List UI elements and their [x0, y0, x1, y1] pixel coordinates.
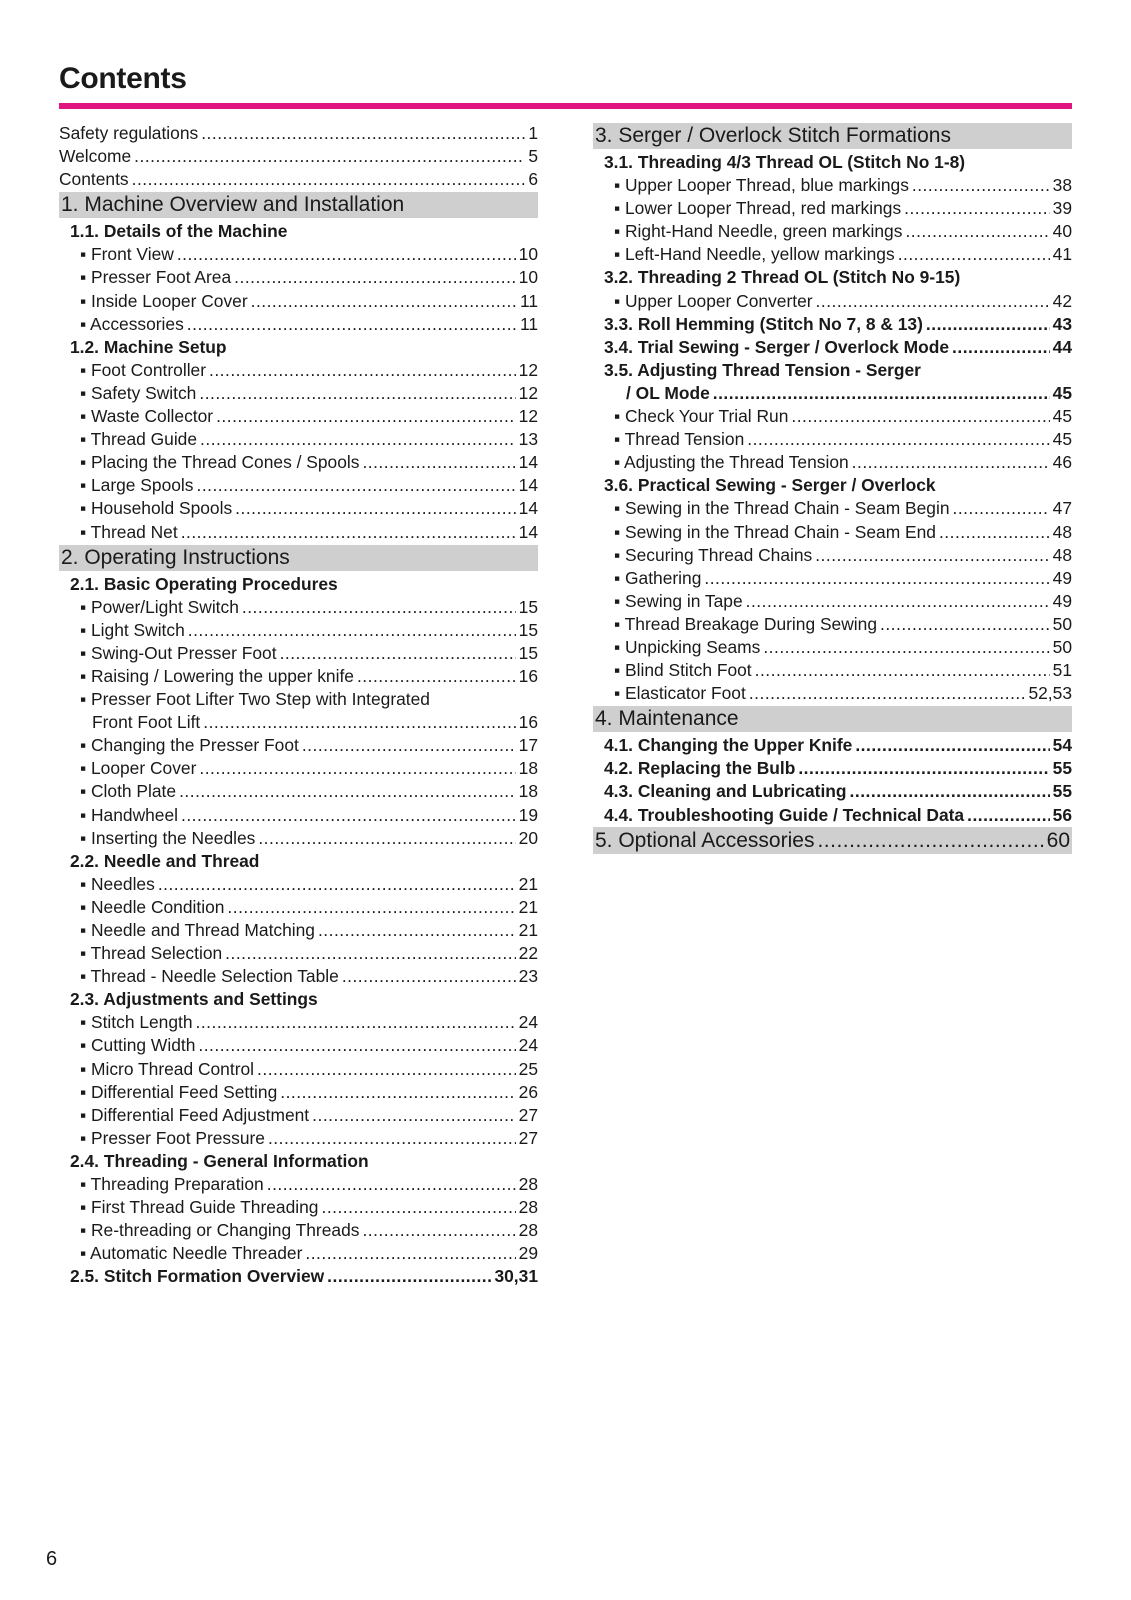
toc-entry-label: 4. Maintenance [595, 707, 739, 731]
dot-leader [815, 544, 1049, 567]
toc-entry-label: ▪ Safety Switch [80, 382, 197, 403]
toc-entry-label: ▪ Foot Controller [80, 359, 207, 380]
toc-entry-label: ▪ First Thread Guide Threading [80, 1197, 319, 1218]
toc-page-number: 14 [518, 521, 538, 542]
toc-entry[interactable] [593, 613, 1072, 636]
toc-entry[interactable] [59, 428, 538, 451]
toc-page-number: 40 [1052, 221, 1072, 242]
toc-entry-label: 2.1. Basic Operating Procedures [70, 573, 338, 594]
toc-page-number: 16 [518, 665, 538, 686]
toc-entry[interactable] [59, 1058, 538, 1081]
dot-leader [280, 642, 516, 665]
toc-entry[interactable] [59, 965, 538, 988]
dot-leader [904, 197, 1050, 220]
toc-page-number: 24 [518, 1012, 538, 1033]
toc-entry-label: 5. Optional Accessories [595, 828, 815, 852]
toc-page-number: 52,53 [1028, 683, 1072, 704]
toc-subsection[interactable] [593, 336, 1072, 359]
toc-subsection[interactable] [593, 780, 1072, 803]
dot-leader [203, 711, 515, 734]
toc-entry-label: ▪ Upper Looper Converter [614, 290, 813, 311]
toc-page-number: 14 [518, 498, 538, 519]
toc-subsection[interactable] [59, 336, 538, 359]
toc-page-number: 10 [518, 267, 538, 288]
toc-entry-label: ▪ Needles [80, 873, 155, 894]
toc-page-number: 24 [518, 1035, 538, 1056]
toc-entry-label: 1.1. Details of the Machine [70, 221, 288, 242]
toc-subsection[interactable] [593, 474, 1072, 497]
toc-page-number: 16 [518, 712, 538, 733]
toc-subsection[interactable] [59, 220, 538, 243]
toc-entry-label: 4.4. Troubleshooting Guide / Technical Data [604, 804, 965, 825]
toc-page-number: 41 [1052, 244, 1072, 265]
toc-entry-label: ▪ Inside Looper Cover [80, 290, 248, 311]
toc-entry-label: ▪ Sewing in the Thread Chain - Seam End [614, 521, 936, 542]
toc-left-column [59, 122, 538, 1289]
toc-entry[interactable] [59, 688, 538, 711]
dot-leader [926, 313, 1050, 336]
toc-page-number: 17 [518, 735, 538, 756]
dot-leader [267, 1173, 516, 1196]
toc-entry[interactable] [59, 711, 538, 734]
toc-entry-label: ▪ Household Spools [80, 498, 233, 519]
dot-leader [755, 659, 1050, 682]
dot-leader [362, 1219, 515, 1242]
toc-entry-label: ▪ Thread Breakage During Sewing [614, 613, 877, 634]
toc-section-heading[interactable] [593, 706, 1072, 732]
dot-leader [791, 405, 1049, 428]
toc-entry-label: 2.5. Stitch Formation Overview [70, 1266, 325, 1287]
toc-entry-label: 1.2. Machine Setup [70, 336, 227, 357]
toc-entry[interactable] [59, 1104, 538, 1127]
toc-entry-label: Safety regulations [59, 123, 199, 143]
toc-page-number: 18 [518, 781, 538, 802]
toc-entry[interactable] [59, 665, 538, 688]
dot-leader [939, 521, 1050, 544]
toc-page-number: 55 [1052, 758, 1072, 779]
toc-entry-label: 3.4. Trial Sewing - Serger / Overlock Mode [604, 336, 950, 357]
toc-page-number: 46 [1052, 452, 1072, 473]
toc-entry[interactable] [59, 382, 538, 405]
toc-entry-label: ▪ Gathering [614, 567, 702, 588]
dot-leader [177, 243, 516, 266]
toc-page-number: 15 [518, 642, 538, 663]
toc-entry[interactable] [593, 174, 1072, 197]
toc-entry-label: ▪ Automatic Needle Threader [80, 1243, 303, 1264]
toc-entry-label: ▪ Unpicking Seams [614, 636, 761, 657]
toc-entry[interactable] [59, 1173, 538, 1196]
toc-page-number: 28 [518, 1197, 538, 1218]
toc-page-number: 45 [1052, 406, 1072, 427]
toc-page-number: 30,31 [494, 1266, 538, 1287]
dot-leader [201, 122, 525, 145]
dot-leader [318, 919, 516, 942]
toc-page-number: 47 [1052, 498, 1072, 519]
toc-subsection[interactable] [59, 850, 538, 873]
dot-leader [198, 1034, 515, 1057]
dot-leader [747, 428, 1049, 451]
dot-leader [234, 266, 516, 289]
toc-page-number: 39 [1052, 198, 1072, 219]
toc-entry[interactable] [593, 243, 1072, 266]
dot-leader [357, 665, 516, 688]
toc-page-number: 45 [1052, 382, 1072, 403]
toc-entry-label: ▪ Thread Tension [614, 429, 745, 450]
toc-section-heading[interactable] [593, 827, 1072, 854]
toc-entry-label: ▪ Front View [80, 244, 174, 265]
toc-subsection[interactable] [59, 573, 538, 596]
toc-entry[interactable] [59, 642, 538, 665]
toc-entry-label: ▪ Presser Foot Area [80, 267, 232, 288]
dot-leader [713, 382, 1050, 405]
dot-leader [704, 567, 1049, 590]
toc-entry-label: 2.2. Needle and Thread [70, 850, 260, 871]
toc-page-number: 50 [1052, 636, 1072, 657]
toc-page-number: 19 [518, 804, 538, 825]
toc-page-number: 12 [518, 382, 538, 403]
toc-entry-label: ▪ Presser Foot Lifter Two Step with Integrated [80, 689, 430, 710]
toc-entry[interactable] [59, 359, 538, 382]
toc-entry[interactable] [59, 145, 538, 168]
toc-entry-label: Front Foot Lift [92, 712, 201, 733]
toc-entry[interactable] [59, 122, 538, 145]
dot-leader [268, 1127, 516, 1150]
dot-leader [258, 827, 515, 850]
toc-entry-label: ▪ Securing Thread Chains [614, 544, 813, 565]
toc-page-number: 18 [518, 758, 538, 779]
dot-leader [816, 290, 1050, 313]
toc-entry-label: ▪ Placing the Thread Cones / Spools [80, 452, 360, 473]
toc-entry[interactable] [593, 405, 1072, 428]
toc-page-number: 60 [1046, 828, 1070, 852]
toc-page-number: 12 [518, 406, 538, 427]
toc-page-number: 15 [518, 619, 538, 640]
toc-section-heading[interactable] [593, 123, 1072, 149]
toc-page-number: 6 [528, 169, 538, 190]
dot-leader [967, 804, 1050, 827]
dot-leader [302, 734, 516, 757]
toc-page-number: 11 [519, 313, 538, 334]
dot-leader [196, 474, 515, 497]
toc-subsection[interactable] [59, 988, 538, 1011]
toc-section-heading[interactable] [59, 192, 538, 218]
toc-entry[interactable] [59, 619, 538, 642]
toc-entry-label: / OL Mode [626, 382, 710, 403]
dot-leader [362, 451, 515, 474]
toc-page-number: 55 [1052, 781, 1072, 802]
toc-entry-label: ▪ Raising / Lowering the upper knife [80, 665, 354, 686]
toc-entry[interactable] [593, 497, 1072, 520]
toc-page-number: 22 [518, 943, 538, 964]
toc-entry[interactable] [59, 1242, 538, 1265]
toc-entry-label: ▪ Handwheel [80, 804, 179, 825]
toc-page-number: 51 [1052, 660, 1072, 681]
toc-page-number: 54 [1052, 735, 1072, 756]
toc-entry-label: ▪ Differential Feed Adjustment [80, 1104, 310, 1125]
toc-subsection[interactable] [593, 757, 1072, 780]
dot-leader [952, 336, 1050, 359]
toc-entry-label: ▪ Thread Net [80, 521, 178, 542]
toc-page-number: 21 [518, 920, 538, 940]
toc-subsection[interactable] [59, 1265, 538, 1288]
toc-page-number: 38 [1052, 175, 1072, 196]
toc-entry[interactable] [593, 428, 1072, 451]
toc-entry-label: ▪ Changing the Presser Foot [80, 735, 299, 756]
dot-leader [188, 619, 516, 642]
toc-entry[interactable] [59, 1196, 538, 1219]
toc-page-number: 27 [518, 1127, 538, 1148]
dot-leader [251, 290, 517, 313]
dot-leader [342, 965, 516, 988]
dot-leader [199, 382, 515, 405]
dot-leader [855, 734, 1049, 757]
dot-leader [850, 780, 1050, 803]
toc-entry-label: 4.2. Replacing the Bulb [604, 758, 796, 779]
dot-leader [216, 405, 516, 428]
toc-subsection[interactable] [593, 151, 1072, 174]
page-number: 6 [46, 1548, 58, 1570]
toc-page-number: 43 [1052, 313, 1072, 334]
dot-leader [179, 780, 516, 803]
dot-leader [746, 590, 1050, 613]
dot-leader [898, 243, 1050, 266]
toc-entry-label: ▪ Right-Hand Needle, green markings [614, 221, 903, 242]
toc-subsection[interactable] [593, 804, 1072, 827]
toc-page-number: 49 [1052, 567, 1072, 588]
toc-entry[interactable] [59, 1127, 538, 1150]
toc-entry[interactable] [59, 873, 538, 896]
toc-entry-label: ▪ Left-Hand Needle, yellow markings [614, 244, 895, 265]
toc-entry[interactable] [59, 266, 538, 289]
toc-entry-label: ▪ Looper Cover [80, 758, 197, 779]
toc-page-number: 13 [518, 429, 538, 450]
toc-entry-label: Welcome [59, 146, 132, 167]
toc-page-number: 28 [518, 1174, 538, 1195]
toc-entry[interactable] [59, 942, 538, 965]
toc-page-number: 29 [518, 1243, 538, 1264]
toc-entry-label: 4.1. Changing the Upper Knife [604, 735, 853, 756]
dot-leader [242, 596, 516, 619]
toc-entry[interactable] [593, 382, 1072, 405]
toc-page-number: 48 [1052, 521, 1072, 542]
toc-entry-label: Contents [59, 169, 129, 190]
toc-section-heading[interactable] [59, 545, 538, 571]
toc-entry-label: ▪ Needle and Thread Matching [80, 920, 315, 940]
toc-entry[interactable] [59, 290, 538, 313]
toc-entry-label: 2.3. Adjustments and Settings [70, 989, 318, 1010]
toc-page-number: 14 [518, 452, 538, 473]
toc-entry[interactable] [59, 313, 538, 336]
dot-leader [953, 497, 1050, 520]
toc-entry[interactable] [59, 521, 538, 544]
dot-leader [132, 168, 526, 191]
dot-leader [181, 521, 516, 544]
toc-entry[interactable] [593, 659, 1072, 682]
toc-entry-label: ▪ Needle Condition [80, 896, 225, 917]
toc-entry-label: 3. Serger / Overlock Stitch Formations [595, 124, 951, 147]
toc-entry-label: ▪ Upper Looper Thread, blue markings [614, 175, 909, 196]
toc-entry[interactable] [593, 451, 1072, 474]
toc-entry[interactable] [59, 896, 538, 919]
toc-page-number: 10 [518, 244, 538, 265]
toc-page-number: 25 [518, 1058, 538, 1079]
toc-entry[interactable] [593, 544, 1072, 567]
toc-entry[interactable] [59, 596, 538, 619]
toc-entry-label: ▪ Thread Guide [80, 429, 198, 450]
toc-page-number: 5 [528, 146, 538, 167]
toc-page-number: 45 [1052, 429, 1072, 450]
header-rule [59, 103, 1072, 109]
dot-leader [905, 220, 1049, 243]
toc-entry-label: 3.2. Threading 2 Thread OL (Stitch No 9-15) [604, 267, 961, 288]
toc-entry[interactable] [59, 780, 538, 803]
toc-entry-label: ▪ Large Spools [80, 475, 194, 496]
dot-leader [321, 1196, 515, 1219]
dot-leader [817, 827, 1043, 854]
dot-leader [227, 896, 515, 919]
toc-entry-label: ▪ Thread - Needle Selection Table [80, 966, 339, 987]
toc-page-number: 49 [1052, 590, 1072, 611]
toc-entry[interactable] [59, 497, 538, 520]
dot-leader [312, 1104, 516, 1127]
toc-subsection[interactable] [59, 1150, 538, 1173]
dot-leader [235, 497, 516, 520]
toc-entry-label: ▪ Cloth Plate [80, 781, 177, 802]
toc-entry[interactable] [59, 474, 538, 497]
toc-entry[interactable] [593, 197, 1072, 220]
toc-entry[interactable] [593, 220, 1072, 243]
dot-leader [280, 1081, 515, 1104]
toc-entry-label: ▪ Elasticator Foot [614, 683, 746, 704]
toc-entry[interactable] [59, 804, 538, 827]
toc-entry-label: ▪ Presser Foot Pressure [80, 1127, 265, 1148]
toc-entry-label: 3.6. Practical Sewing - Serger / Overlock [604, 475, 936, 496]
toc-entry-label: ▪ Thread Selection [80, 943, 223, 964]
toc-entry[interactable] [59, 757, 538, 780]
toc-page-number: 12 [518, 359, 538, 380]
toc-entry-label: ▪ Cutting Width [80, 1035, 196, 1056]
toc-entry-label: 2.4. Threading - General Information [70, 1150, 369, 1171]
toc-entry[interactable] [59, 243, 538, 266]
toc-page-number: 14 [518, 475, 538, 496]
toc-entry-label: 1. Machine Overview and Installation [61, 193, 405, 217]
toc-entry-label: ▪ Blind Stitch Foot [614, 660, 752, 681]
toc-subsection[interactable] [593, 313, 1072, 336]
page-title: Contents [59, 62, 187, 95]
dot-leader [305, 1242, 515, 1265]
dot-leader [181, 804, 516, 827]
toc-entry-label: ▪ Re-threading or Changing Threads [80, 1220, 360, 1241]
toc-entry[interactable] [59, 1081, 538, 1104]
dot-leader [912, 174, 1050, 197]
toc-entry-label: ▪ Inserting the Needles [80, 827, 256, 848]
toc-page-number: 23 [518, 966, 538, 987]
toc-entry-label: ▪ Check Your Trial Run [614, 406, 789, 427]
toc-right-column [593, 122, 1072, 854]
dot-leader [852, 451, 1050, 474]
toc-page-number: 26 [518, 1081, 538, 1102]
toc-entry-label: ▪ Light Switch [80, 619, 185, 640]
toc-page-number: 21 [518, 896, 538, 917]
toc-entry[interactable] [59, 919, 538, 942]
toc-entry-label: 3.1. Threading 4/3 Thread OL (Stitch No 1-8) [604, 152, 966, 172]
toc-entry-label: 2. Operating Instructions [61, 545, 290, 569]
toc-entry[interactable] [59, 827, 538, 850]
toc-entry-label: ▪ Stitch Length [80, 1012, 193, 1033]
toc-entry-label: ▪ Swing-Out Presser Foot [80, 642, 277, 663]
toc-page-number: 48 [1052, 544, 1072, 565]
toc-entry[interactable] [593, 636, 1072, 659]
dot-leader [749, 682, 1026, 705]
dot-leader [199, 757, 515, 780]
toc-entry-label: ▪ Adjusting the Thread Tension [614, 452, 849, 473]
toc-page-number: 21 [518, 873, 538, 894]
toc-entry[interactable] [593, 290, 1072, 313]
toc-page-number: 1 [528, 123, 538, 143]
dot-leader [257, 1058, 516, 1081]
dot-leader [134, 145, 525, 168]
toc-entry-label: ▪ Sewing in Tape [614, 590, 743, 611]
toc-entry[interactable] [59, 1219, 538, 1242]
dot-leader [158, 873, 516, 896]
toc-page-number: 44 [1052, 336, 1072, 357]
toc-entry[interactable] [59, 451, 538, 474]
toc-entry-label: ▪ Threading Preparation [80, 1174, 264, 1195]
toc-page-number: 27 [518, 1104, 538, 1125]
dot-leader [225, 942, 515, 965]
toc-entry-label: 3.3. Roll Hemming (Stitch No 7, 8 & 13) [604, 313, 923, 334]
toc-entry[interactable] [593, 521, 1072, 544]
toc-page-number: 28 [518, 1220, 538, 1241]
toc-page-number: 11 [519, 290, 538, 311]
toc-entry-label: ▪ Lower Looper Thread, red markings [614, 198, 902, 219]
toc-subsection[interactable] [593, 359, 1072, 382]
toc-entry[interactable] [593, 682, 1072, 705]
dot-leader [200, 428, 516, 451]
dot-leader [327, 1265, 491, 1288]
toc-entry-label: ▪ Power/Light Switch [80, 596, 239, 617]
toc-entry-label: ▪ Waste Collector [80, 406, 214, 427]
dot-leader [196, 1011, 516, 1034]
dot-leader [798, 757, 1049, 780]
toc-entry-label: ▪ Micro Thread Control [80, 1058, 255, 1079]
toc-entry[interactable] [593, 567, 1072, 590]
toc-subsection[interactable] [593, 266, 1072, 289]
toc-entry[interactable] [59, 1011, 538, 1034]
toc-page-number: 50 [1052, 613, 1072, 634]
dot-leader [880, 613, 1050, 636]
toc-entry-label: ▪ Sewing in the Thread Chain - Seam Begin [614, 498, 950, 519]
toc-entry[interactable] [59, 734, 538, 757]
dot-leader [763, 636, 1049, 659]
toc-entry-label: ▪ Differential Feed Setting [80, 1081, 278, 1102]
toc-entry-label: ▪ Accessories [80, 313, 184, 334]
toc-page-number: 20 [518, 827, 538, 848]
toc-entry-label: 3.5. Adjusting Thread Tension - Serger [604, 359, 921, 380]
dot-leader [187, 313, 517, 336]
toc-entry[interactable] [59, 168, 538, 191]
toc-page-number: 15 [518, 596, 538, 617]
dot-leader [209, 359, 516, 382]
toc-entry[interactable] [59, 1034, 538, 1057]
toc-page-number: 56 [1052, 804, 1072, 825]
toc-entry-label: 4.3. Cleaning and Lubricating [604, 781, 847, 802]
toc-entry[interactable] [593, 590, 1072, 613]
toc-subsection[interactable] [593, 734, 1072, 757]
toc-entry[interactable] [59, 405, 538, 428]
toc-page-number: 42 [1052, 290, 1072, 311]
